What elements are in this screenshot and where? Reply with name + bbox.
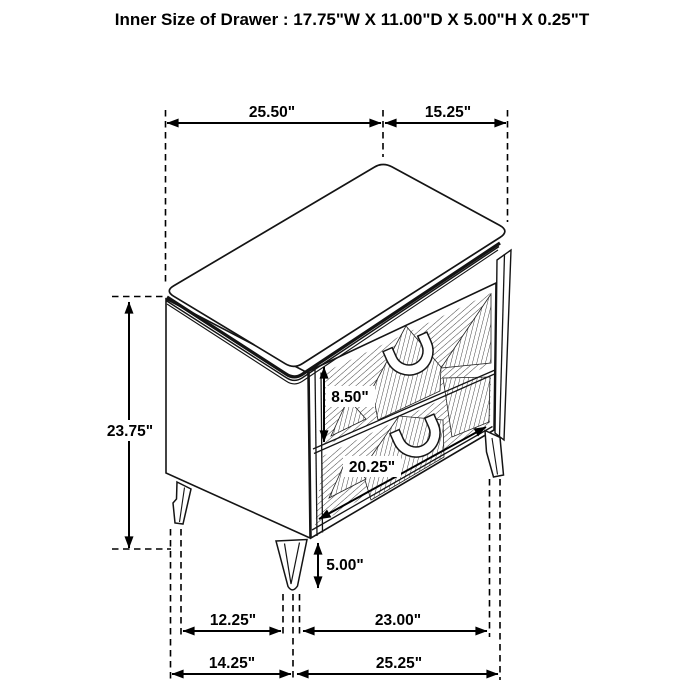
- dim-label: 14.25": [208, 655, 256, 672]
- diagram-title: Inner Size of Drawer : 17.75"W X 11.00"D X 5.00"H X 0.25"T: [114, 10, 590, 29]
- dim-overall-height: [102, 302, 160, 548]
- dim-base-inner-width: [303, 612, 487, 631]
- dim-label: 12.25": [209, 612, 257, 629]
- dim-base-inner-depth: [183, 612, 281, 631]
- dim-label: 5.00": [326, 557, 364, 574]
- right-leg: [485, 431, 504, 478]
- dim-label: 23.00": [374, 612, 422, 629]
- right-corner-post: [495, 250, 511, 440]
- dim-top-front-width: [385, 104, 506, 123]
- dim-base-outer-depth: [172, 655, 291, 674]
- dim-label: 25.25": [375, 655, 423, 672]
- dim-label: 23.75": [106, 423, 154, 440]
- dim-label: 15.25": [424, 104, 472, 121]
- front-leg: [276, 540, 307, 590]
- left-leg: [173, 482, 191, 524]
- nightstand-drawing: [166, 164, 511, 589]
- dim-label: 8.50": [331, 389, 369, 406]
- dim-top-side-depth: [167, 104, 381, 123]
- dim-label: 20.25": [348, 459, 396, 476]
- dim-base-outer-width: [297, 655, 498, 674]
- dim-leg-height: [318, 543, 364, 588]
- dim-label: 25.50": [248, 104, 296, 121]
